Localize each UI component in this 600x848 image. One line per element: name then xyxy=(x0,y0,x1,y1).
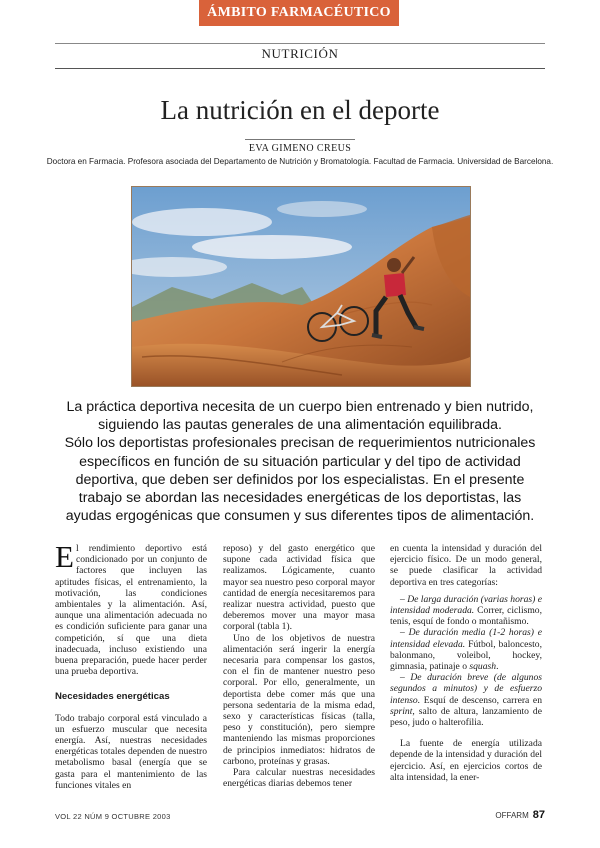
category-label-long: – De larga duración (varias horas) e intensidad moderada. xyxy=(390,593,542,617)
cyclist-photo xyxy=(131,186,471,387)
category-item-short xyxy=(390,672,542,728)
category-text-medium: Fútbol, baloncesto, balonmano, voleibol, hockey, gimnasia, patinaje o xyxy=(390,638,542,673)
body-paragraph: Todo trabajo corporal está vinculado a un esfuerzo muscular que necesita energía. Así, nuestras necesidades energéticas totales dependen de nuestro metabolismo basal (energía que se gasta para el mantenimiento de las funciones vitales en xyxy=(55,712,207,791)
section-tag: ÁMBITO FARMACÉUTICO xyxy=(199,0,399,26)
article-title: La nutrición en el deporte xyxy=(160,95,440,125)
category-item-medium xyxy=(390,627,542,672)
intro-paragraph xyxy=(55,539,207,678)
category-label: NUTRICIÓN xyxy=(261,46,339,61)
body-paragraph: Uno de los objetivos de nuestra alimentación será ingerir la energía necesaria para compensar los gastos, con el fin de mantener nuestro peso corporal. Por ello, generalmente, un deportista debe comer más que una persona sedentaria de la misma edad, sexo y características físicas (talla, peso y constitución), pero siempre manteniendo las mismas proporciones de principios inmediatos: hidratos de carbono, proteínas y grasas. xyxy=(223,632,375,767)
category-text-medium-end: . xyxy=(496,661,499,673)
lead-paragraph-2: Sólo los deportistas profesionales precisan de requerimientos nutricionales específicos en función de su situación particular y del tipo de actividad deportiva, que deben ser definidos por los especialistas. En el presente trabajo se abordan las necesidades energéticas de los deportistas, las ayudas ergogénicas que consumen y sus diferentes tipos de alimentación. xyxy=(64,435,536,525)
author-name: EVA GIMENO CREUS xyxy=(248,143,352,154)
category-text-long: Correr, ciclismo, tenis, esquí de fondo o montañismo. xyxy=(390,605,542,628)
category-text-short-end: , salto de altura, lanzamiento de peso, judo o halterofilia. xyxy=(390,705,542,729)
body-paragraph: Para calcular nuestras necesidades energéticas diarias debemos tener xyxy=(223,767,375,790)
body-paragraph: La fuente de energía utilizada depende de la intensidad y duración del ejercicio. Así, en ejercicios cortos de alta intensidad, la ener- xyxy=(390,738,542,783)
header-rule-bottom xyxy=(55,68,545,69)
article-lead xyxy=(55,398,545,525)
body-paragraph: reposo) y del gasto energético que supone cada actividad física que realizamos. Lógicamente, cuanto mayor sea nuestro peso corporal mayor cantidad de energía necesitaremos para realizar nuestra actividad, puesto que deberemos mover una mayor masa corporal (tabla 1). xyxy=(223,543,375,633)
body-column-2 xyxy=(223,543,375,789)
category-text-medium-italic: squash xyxy=(469,661,497,673)
category-text-short: Esquí de descenso, carrera en xyxy=(423,694,542,706)
author-rule xyxy=(245,139,355,140)
subheading-energy-needs: Necesidades energéticas xyxy=(55,691,170,703)
header-rule-top xyxy=(55,43,545,44)
drop-cap: E xyxy=(55,539,74,574)
category-item-long xyxy=(390,594,542,628)
author-affiliation: Doctora en Farmacia. Profesora asociada del Departamento de Nutrición y Bromatología. Facultad de Farmacia. Universidad de Barcelona. xyxy=(46,157,554,166)
body-paragraph: en cuenta la intensidad y duración del ejercicio físico. De un modo general, se puede clasificar la actividad deportiva en tres categorías: xyxy=(390,543,542,588)
category-label-medium: – De duración media (1-2 horas) e intensidad elevada. xyxy=(390,627,542,650)
body-column-3 xyxy=(390,543,542,783)
footer-issue: VOL 22 NÚM 9 OCTUBRE 2003 xyxy=(55,812,171,821)
body-column-1 xyxy=(55,539,207,791)
page-number: 87 xyxy=(532,809,545,821)
category-text-short-italic: sprint xyxy=(390,705,413,717)
lead-paragraph-1: La práctica deportiva necesita de un cuerpo bien entrenado y bien nutrido, siguiendo las pautas generales de una alimentación equilibrada. xyxy=(66,399,534,434)
footer-journal xyxy=(495,809,545,821)
category-label-short: – De duración breve (de algunos segundos a minutos) y de esfuerzo intenso. xyxy=(390,672,542,706)
intro-text: l rendimiento deportivo está condicionado por un conjunto de factores que incluyen las aptitudes físicas, el entrenamiento, la motivación, las condiciones ambientales y la alimentación. Así, aunque una alimentación adecuada no es condición suficiente para ganar una competición, sí que una dieta inadecuada, incluso existiendo una buena preparación, puede hacer perder una prueba deportiva. xyxy=(55,543,207,678)
footer-journal-name: OFFARM xyxy=(495,811,529,820)
